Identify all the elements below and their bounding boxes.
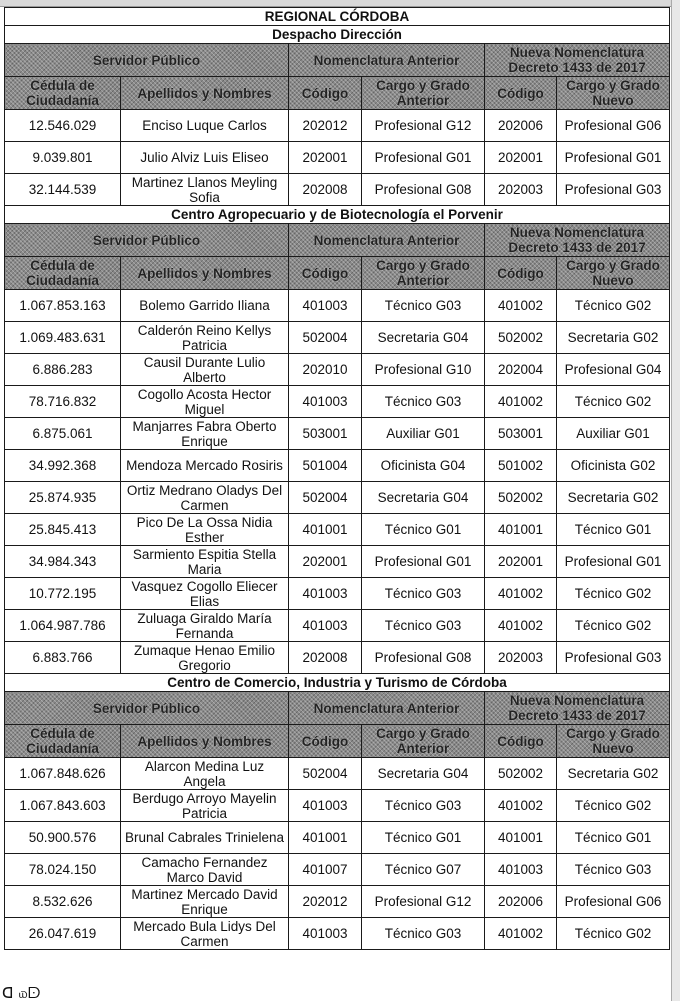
header-codigo-nuevo: Código: [485, 725, 557, 758]
header-apellidos-nombres: Apellidos y Nombres: [121, 77, 289, 110]
header-column-row: [5, 725, 670, 758]
codigo-anterior-cell: 401003: [289, 610, 362, 642]
section-title: Centro Agropecuario y de Biotecnología el Porvenir: [5, 206, 670, 224]
cedula-cell: 6.886.283: [5, 354, 121, 386]
header-servidor-publico: Servidor Público: [5, 44, 289, 77]
scan-right-edge: [671, 0, 680, 1001]
nombre-cell: Zumaque Henao Emilio Gregorio: [121, 642, 289, 674]
cargo-anterior-cell: Secretaria G04: [362, 322, 485, 354]
table-row: [5, 578, 670, 610]
cargo-anterior-cell: Técnico G01: [362, 822, 485, 854]
cedula-cell: 1.067.843.603: [5, 790, 121, 822]
cargo-anterior-cell: Técnico G03: [362, 386, 485, 418]
header-cargo-nuevo: Cargo y Grado Nuevo: [557, 77, 670, 110]
cedula-cell: 50.900.576: [5, 822, 121, 854]
nombre-cell: Mercado Bula Lidys Del Carmen: [121, 918, 289, 950]
cargo-nuevo-cell: Técnico G01: [557, 514, 670, 546]
header-cedula: Cédula de Ciudadanía: [5, 77, 121, 110]
codigo-nuevo-cell: 401002: [485, 386, 557, 418]
cargo-nuevo-cell: Secretaria G02: [557, 322, 670, 354]
cedula-cell: 78.716.832: [5, 386, 121, 418]
cedula-cell: 6.883.766: [5, 642, 121, 674]
header-cedula: Cédula de Ciudadanía: [5, 257, 121, 290]
cedula-cell: 1.067.853.163: [5, 290, 121, 322]
nombre-cell: Calderón Reino Kellys Patricia: [121, 322, 289, 354]
header-nueva-nomenclatura: Nueva Nomenclatura Decreto 1433 de 2017: [485, 224, 670, 257]
codigo-nuevo-cell: 202006: [485, 110, 557, 142]
nombre-cell: Martinez Llanos Meyling Sofia: [121, 174, 289, 206]
table-row: [5, 418, 670, 450]
nombre-cell: Sarmiento Espitia Stella Maria: [121, 546, 289, 578]
codigo-anterior-cell: 202008: [289, 642, 362, 674]
cargo-anterior-cell: Secretaria G04: [362, 482, 485, 514]
cargo-nuevo-cell: Auxiliar G01: [557, 418, 670, 450]
header-cargo-nuevo: Cargo y Grado Nuevo: [557, 257, 670, 290]
table-row: [5, 322, 670, 354]
codigo-anterior-cell: 202001: [289, 142, 362, 174]
codigo-anterior-cell: 401003: [289, 790, 362, 822]
cargo-anterior-cell: Técnico G01: [362, 514, 485, 546]
section-title-row: [5, 206, 670, 224]
nombre-cell: Martinez Mercado David Enrique: [121, 886, 289, 918]
cargo-anterior-cell: Oficinista G04: [362, 450, 485, 482]
codigo-nuevo-cell: 501002: [485, 450, 557, 482]
table-row: [5, 514, 670, 546]
table-row: [5, 450, 670, 482]
cedula-cell: 32.144.539: [5, 174, 121, 206]
section-title-row: [5, 26, 670, 44]
cedula-cell: 78.024.150: [5, 854, 121, 886]
header-nomenclatura-anterior: Nomenclatura Anterior: [289, 692, 485, 725]
header-cargo-anterior: Cargo y Grado Anterior: [362, 725, 485, 758]
codigo-anterior-cell: 401001: [289, 514, 362, 546]
cargo-nuevo-cell: Secretaria G02: [557, 482, 670, 514]
cargo-anterior-cell: Profesional G08: [362, 174, 485, 206]
codigo-anterior-cell: 502004: [289, 322, 362, 354]
table-row: [5, 918, 670, 950]
nombre-cell: Brunal Cabrales Trinielena: [121, 822, 289, 854]
nombre-cell: Enciso Luque Carlos: [121, 110, 289, 142]
cargo-nuevo-cell: Profesional G03: [557, 174, 670, 206]
codigo-anterior-cell: 202010: [289, 354, 362, 386]
table-row: [5, 642, 670, 674]
codigo-anterior-cell: 202012: [289, 110, 362, 142]
header-apellidos-nombres: Apellidos y Nombres: [121, 257, 289, 290]
codigo-nuevo-cell: 401002: [485, 578, 557, 610]
cargo-anterior-cell: Técnico G03: [362, 578, 485, 610]
codigo-nuevo-cell: 202001: [485, 142, 557, 174]
cedula-cell: 1.064.987.786: [5, 610, 121, 642]
cargo-nuevo-cell: Técnico G02: [557, 386, 670, 418]
nombre-cell: Manjarres Fabra Oberto Enrique: [121, 418, 289, 450]
table-row: [5, 758, 670, 790]
cargo-anterior-cell: Profesional G10: [362, 354, 485, 386]
handwritten-mark: ᗡ ௰ᗠ: [2, 984, 41, 1002]
table-row: [5, 110, 670, 142]
header-group-row: [5, 44, 670, 77]
section-title: Despacho Dirección: [5, 26, 670, 44]
table-row: [5, 482, 670, 514]
header-nomenclatura-anterior: Nomenclatura Anterior: [289, 224, 485, 257]
header-group-row: [5, 224, 670, 257]
codigo-nuevo-cell: 401002: [485, 610, 557, 642]
header-codigo-nuevo: Código: [485, 77, 557, 110]
cedula-cell: 25.874.935: [5, 482, 121, 514]
header-cedula: Cédula de Ciudadanía: [5, 725, 121, 758]
cargo-anterior-cell: Técnico G03: [362, 290, 485, 322]
cedula-cell: 1.067.848.626: [5, 758, 121, 790]
table-row: [5, 386, 670, 418]
header-cargo-anterior: Cargo y Grado Anterior: [362, 257, 485, 290]
cargo-nuevo-cell: Técnico G02: [557, 918, 670, 950]
codigo-anterior-cell: 202001: [289, 546, 362, 578]
codigo-anterior-cell: 202008: [289, 174, 362, 206]
nombre-cell: Julio Alviz Luis Eliseo: [121, 142, 289, 174]
codigo-nuevo-cell: 202006: [485, 886, 557, 918]
table-row: [5, 790, 670, 822]
header-servidor-publico: Servidor Público: [5, 692, 289, 725]
table-row: [5, 854, 670, 886]
codigo-anterior-cell: 502004: [289, 758, 362, 790]
nombre-cell: Causil Durante Lulio Alberto: [121, 354, 289, 386]
cargo-nuevo-cell: Profesional G03: [557, 642, 670, 674]
codigo-nuevo-cell: 502002: [485, 758, 557, 790]
cargo-nuevo-cell: Profesional G04: [557, 354, 670, 386]
cargo-anterior-cell: Técnico G03: [362, 790, 485, 822]
cargo-anterior-cell: Profesional G12: [362, 110, 485, 142]
codigo-nuevo-cell: 401002: [485, 290, 557, 322]
cargo-anterior-cell: Técnico G03: [362, 610, 485, 642]
cargo-nuevo-cell: Técnico G03: [557, 854, 670, 886]
nombre-cell: Bolemo Garrido Iliana: [121, 290, 289, 322]
header-codigo-anterior: Código: [289, 77, 362, 110]
codigo-anterior-cell: 501004: [289, 450, 362, 482]
codigo-nuevo-cell: 502002: [485, 482, 557, 514]
cargo-anterior-cell: Profesional G01: [362, 546, 485, 578]
nombre-cell: Ortiz Medrano Oladys Del Carmen: [121, 482, 289, 514]
header-servidor-publico: Servidor Público: [5, 224, 289, 257]
cargo-nuevo-cell: Profesional G01: [557, 142, 670, 174]
cargo-anterior-cell: Auxiliar G01: [362, 418, 485, 450]
header-codigo-anterior: Código: [289, 725, 362, 758]
table-row: [5, 822, 670, 854]
codigo-anterior-cell: 401007: [289, 854, 362, 886]
codigo-nuevo-cell: 401002: [485, 790, 557, 822]
cargo-nuevo-cell: Técnico G01: [557, 822, 670, 854]
nomenclature-table: [4, 7, 670, 950]
cargo-nuevo-cell: Profesional G01: [557, 546, 670, 578]
document-title: REGIONAL CÓRDOBA: [5, 8, 670, 26]
cargo-nuevo-cell: Profesional G06: [557, 886, 670, 918]
codigo-anterior-cell: 401003: [289, 578, 362, 610]
codigo-nuevo-cell: 401002: [485, 918, 557, 950]
table-row: [5, 546, 670, 578]
cedula-cell: 12.546.029: [5, 110, 121, 142]
section-title: Centro de Comercio, Industria y Turismo de Córdoba: [5, 674, 670, 692]
codigo-nuevo-cell: 401001: [485, 514, 557, 546]
cargo-anterior-cell: Profesional G01: [362, 142, 485, 174]
cedula-cell: 8.532.626: [5, 886, 121, 918]
cargo-anterior-cell: Profesional G12: [362, 886, 485, 918]
codigo-anterior-cell: 401003: [289, 918, 362, 950]
cedula-cell: 25.845.413: [5, 514, 121, 546]
codigo-anterior-cell: 401003: [289, 386, 362, 418]
codigo-nuevo-cell: 202004: [485, 354, 557, 386]
header-column-row: [5, 77, 670, 110]
header-codigo-nuevo: Código: [485, 257, 557, 290]
cargo-anterior-cell: Técnico G07: [362, 854, 485, 886]
section-title-row: [5, 674, 670, 692]
cargo-nuevo-cell: Técnico G02: [557, 610, 670, 642]
cargo-nuevo-cell: Profesional G06: [557, 110, 670, 142]
table-row: [5, 142, 670, 174]
codigo-anterior-cell: 503001: [289, 418, 362, 450]
cedula-cell: 10.772.195: [5, 578, 121, 610]
cargo-nuevo-cell: Técnico G02: [557, 578, 670, 610]
header-column-row: [5, 257, 670, 290]
header-cargo-nuevo: Cargo y Grado Nuevo: [557, 725, 670, 758]
nombre-cell: Berdugo Arroyo Mayelin Patricia: [121, 790, 289, 822]
codigo-nuevo-cell: 202001: [485, 546, 557, 578]
table-row: [5, 886, 670, 918]
cargo-anterior-cell: Secretaria G04: [362, 758, 485, 790]
header-nomenclatura-anterior: Nomenclatura Anterior: [289, 44, 485, 77]
cargo-nuevo-cell: Secretaria G02: [557, 758, 670, 790]
cedula-cell: 9.039.801: [5, 142, 121, 174]
cargo-nuevo-cell: Técnico G02: [557, 290, 670, 322]
table-row: [5, 610, 670, 642]
cedula-cell: 26.047.619: [5, 918, 121, 950]
codigo-nuevo-cell: 202003: [485, 642, 557, 674]
nombre-cell: Pico De La Ossa Nidia Esther: [121, 514, 289, 546]
codigo-nuevo-cell: 502002: [485, 322, 557, 354]
header-codigo-anterior: Código: [289, 257, 362, 290]
cedula-cell: 34.992.368: [5, 450, 121, 482]
codigo-nuevo-cell: 503001: [485, 418, 557, 450]
header-nueva-nomenclatura: Nueva Nomenclatura Decreto 1433 de 2017: [485, 44, 670, 77]
scan-top-edge: [0, 0, 680, 7]
codigo-anterior-cell: 502004: [289, 482, 362, 514]
cargo-nuevo-cell: Técnico G02: [557, 790, 670, 822]
header-cargo-anterior: Cargo y Grado Anterior: [362, 77, 485, 110]
codigo-nuevo-cell: 401003: [485, 854, 557, 886]
header-nueva-nomenclatura: Nueva Nomenclatura Decreto 1433 de 2017: [485, 692, 670, 725]
table-row: [5, 354, 670, 386]
cedula-cell: 34.984.343: [5, 546, 121, 578]
codigo-anterior-cell: 202012: [289, 886, 362, 918]
codigo-nuevo-cell: 401001: [485, 822, 557, 854]
codigo-anterior-cell: 401003: [289, 290, 362, 322]
table-row: [5, 174, 670, 206]
nombre-cell: Cogollo Acosta Hector Miguel: [121, 386, 289, 418]
table-row: [5, 290, 670, 322]
cargo-nuevo-cell: Oficinista G02: [557, 450, 670, 482]
header-apellidos-nombres: Apellidos y Nombres: [121, 725, 289, 758]
cargo-anterior-cell: Técnico G03: [362, 918, 485, 950]
cedula-cell: 6.875.061: [5, 418, 121, 450]
header-group-row: [5, 692, 670, 725]
nombre-cell: Camacho Fernandez Marco David: [121, 854, 289, 886]
nombre-cell: Mendoza Mercado Rosiris: [121, 450, 289, 482]
nombre-cell: Alarcon Medina Luz Angela: [121, 758, 289, 790]
codigo-anterior-cell: 401001: [289, 822, 362, 854]
cargo-anterior-cell: Profesional G08: [362, 642, 485, 674]
nombre-cell: Vasquez Cogollo Eliecer Elias: [121, 578, 289, 610]
nombre-cell: Zuluaga Giraldo María Fernanda: [121, 610, 289, 642]
codigo-nuevo-cell: 202003: [485, 174, 557, 206]
cedula-cell: 1.069.483.631: [5, 322, 121, 354]
